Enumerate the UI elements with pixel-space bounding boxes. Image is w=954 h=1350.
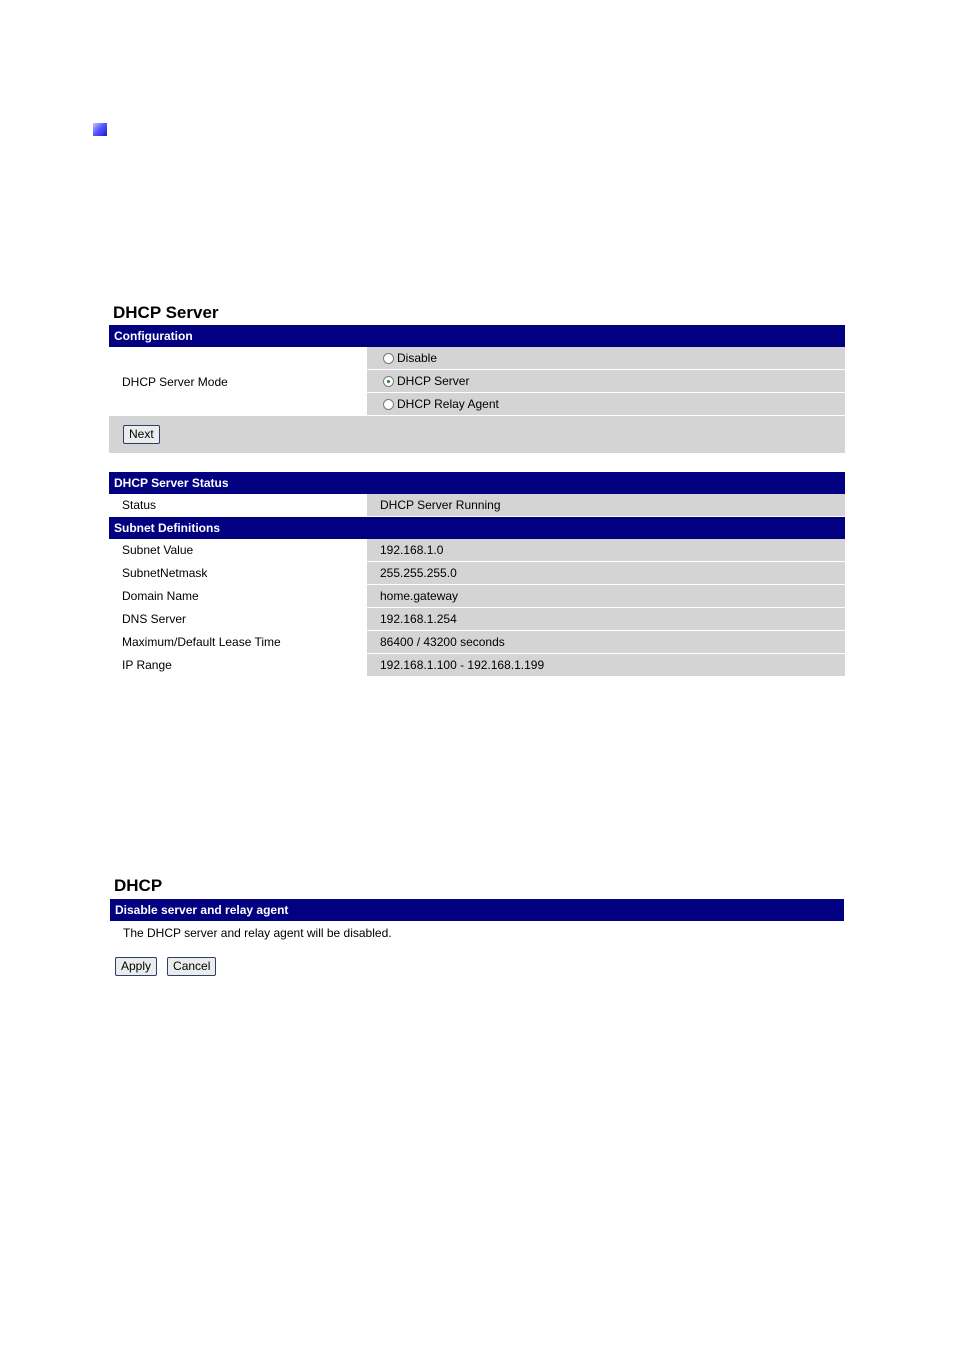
configuration-header: Configuration (109, 325, 845, 347)
server-status-header: DHCP Server Status (109, 472, 845, 494)
table-row (109, 608, 845, 631)
mode-option-label: DHCP Server (397, 374, 470, 388)
radio-dhcp-server[interactable] (383, 376, 394, 387)
page-title-dhcp: DHCP (114, 876, 163, 895)
dhcp-disable-panel (110, 899, 844, 987)
server-mode-label: DHCP Server Mode (109, 347, 367, 416)
section-bullet-icon (93, 123, 107, 136)
dhcp-status-panel (109, 472, 845, 677)
disable-header: Disable server and relay agent (110, 899, 844, 921)
row-value: 192.168.1.254 (367, 608, 845, 631)
apply-button[interactable]: Apply (115, 957, 157, 976)
status-value: DHCP Server Running (367, 494, 845, 517)
disable-message: The DHCP server and relay agent will be disabled. (123, 926, 392, 940)
page-title: DHCP Server (113, 303, 219, 322)
row-label: Subnet Value (109, 539, 367, 562)
mode-option-label: DHCP Relay Agent (397, 397, 499, 411)
row-label: SubnetNetmask (109, 562, 367, 585)
row-value: 192.168.1.0 (367, 539, 845, 562)
mode-option-relay-agent[interactable] (367, 393, 845, 416)
button-bar (109, 416, 845, 453)
table-row (109, 654, 845, 677)
next-button[interactable]: Next (123, 425, 160, 444)
table-row (109, 631, 845, 654)
mode-option-disable[interactable] (367, 347, 845, 370)
table-row (109, 562, 845, 585)
status-row (109, 494, 845, 517)
subnet-definitions-header: Subnet Definitions (109, 517, 845, 539)
row-value: home.gateway (367, 585, 845, 608)
status-label: Status (109, 494, 367, 517)
row-label: Maximum/Default Lease Time (109, 631, 367, 654)
mode-option-dhcp-server[interactable] (367, 370, 845, 393)
row-value: 255.255.255.0 (367, 562, 845, 585)
row-label: IP Range (109, 654, 367, 677)
table-row (109, 539, 845, 562)
row-label: Domain Name (109, 585, 367, 608)
row-value: 192.168.1.100 - 192.168.1.199 (367, 654, 845, 677)
cancel-button[interactable]: Cancel (167, 957, 216, 976)
mode-option-label: Disable (397, 351, 438, 365)
row-value: 86400 / 43200 seconds (367, 631, 845, 654)
radio-relay-agent[interactable] (383, 399, 394, 410)
table-row (109, 585, 845, 608)
row-label: DNS Server (109, 608, 367, 631)
radio-disable[interactable] (383, 353, 394, 364)
action-buttons (110, 945, 844, 987)
server-mode-row (109, 347, 845, 416)
dhcp-config-panel (109, 325, 845, 453)
